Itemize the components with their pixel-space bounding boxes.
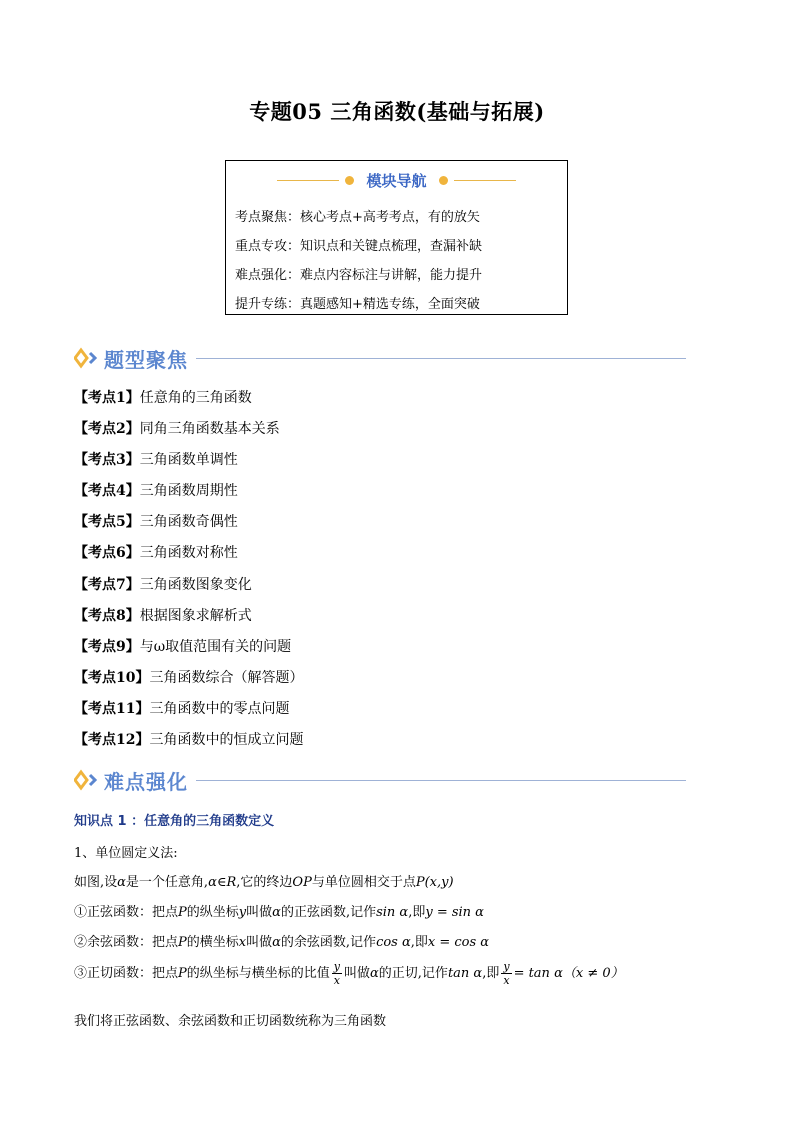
nav-lines	[235, 203, 482, 319]
list-item: 【考点10】三角函数综合（解答题）	[74, 669, 304, 686]
list-item: 【考点9】与ω取值范围有关的问题	[74, 638, 292, 655]
paragraph-cosine: ②余弦函数：把点P的横坐标x叫做α的余弦函数,记作cos α,即x = cos α	[74, 935, 490, 950]
paragraph-sine: ①正弦函数：把点P的纵坐标y叫做α的正弦函数,记作sin α,即y = sin α	[74, 905, 484, 920]
nav-title: 模块导航	[366, 171, 427, 190]
list-item: 【考点1】任意角的三角函数	[74, 390, 252, 406]
section-title: 难点强化	[104, 769, 188, 794]
list-item: 【考点3】三角函数单调性	[74, 452, 238, 469]
nav-line-3: 难点强化：难点内容标注与讲解，能力提升	[235, 268, 483, 283]
paragraph-summary: 我们将正弦函数、余弦函数和正切函数统称为三角函数	[74, 1014, 387, 1029]
section-header-nandian	[74, 766, 686, 794]
diamond-icon	[74, 769, 100, 791]
paragraph-tangent: ③正切函数：把点P的纵坐标与横坐标的比值 $\frac{y}{x}$ 叫做α的正切,记作tan α,即 $\frac{y}{x}$ = tan α（x ≠ 0）	[74, 960, 624, 987]
dot-icon	[345, 176, 354, 185]
nav-line-4: 提升专练：真题感知+精选专练，全面突破	[235, 297, 480, 312]
section-rule	[196, 780, 686, 781]
list-item: 【考点8】根据图象求解析式	[74, 607, 252, 624]
paragraph-intro: 如图,设α是一个任意角,α∈R,它的终边OP与单位圆相交于点P(x,y)	[74, 875, 454, 890]
kaodian-list	[74, 384, 303, 757]
diamond-icon	[74, 347, 100, 369]
knowledge-point-title: 知识点 1 ：任意角的三角函数定义	[74, 814, 275, 829]
nav-line-2: 重点专攻：知识点和关键点梳理，查漏补缺	[235, 239, 483, 254]
subheading: 1、单位圆定义法:	[74, 846, 178, 861]
page-title: 专题05 三角函数(基础与拓展)	[249, 99, 545, 124]
section-rule	[196, 358, 686, 359]
section-header-tixing	[74, 344, 686, 372]
list-item: 【考点12】三角函数中的恒成立问题	[74, 732, 304, 749]
nav-rule-right	[454, 180, 516, 181]
list-item: 【考点6】三角函数对称性	[74, 545, 238, 562]
list-item: 【考点11】三角函数中的零点问题	[74, 700, 290, 717]
nav-rule-left	[277, 180, 339, 181]
nav-header	[226, 169, 567, 191]
fraction-y-over-x: $\frac{y}{x}$	[333, 960, 340, 987]
list-item: 【考点5】三角函数奇偶性	[74, 514, 238, 531]
list-item: 【考点7】三角函数图象变化	[74, 576, 252, 593]
list-item: 【考点2】同角三角函数基本关系	[74, 421, 280, 438]
section-title: 题型聚焦	[104, 347, 188, 372]
dot-icon	[439, 176, 448, 185]
module-nav-box	[225, 160, 568, 315]
list-item: 【考点4】三角函数周期性	[74, 483, 238, 500]
nav-line-1: 考点聚焦：核心考点+高考考点，有的放矢	[235, 210, 480, 225]
fraction-y-over-x: $\frac{y}{x}$	[503, 960, 510, 987]
